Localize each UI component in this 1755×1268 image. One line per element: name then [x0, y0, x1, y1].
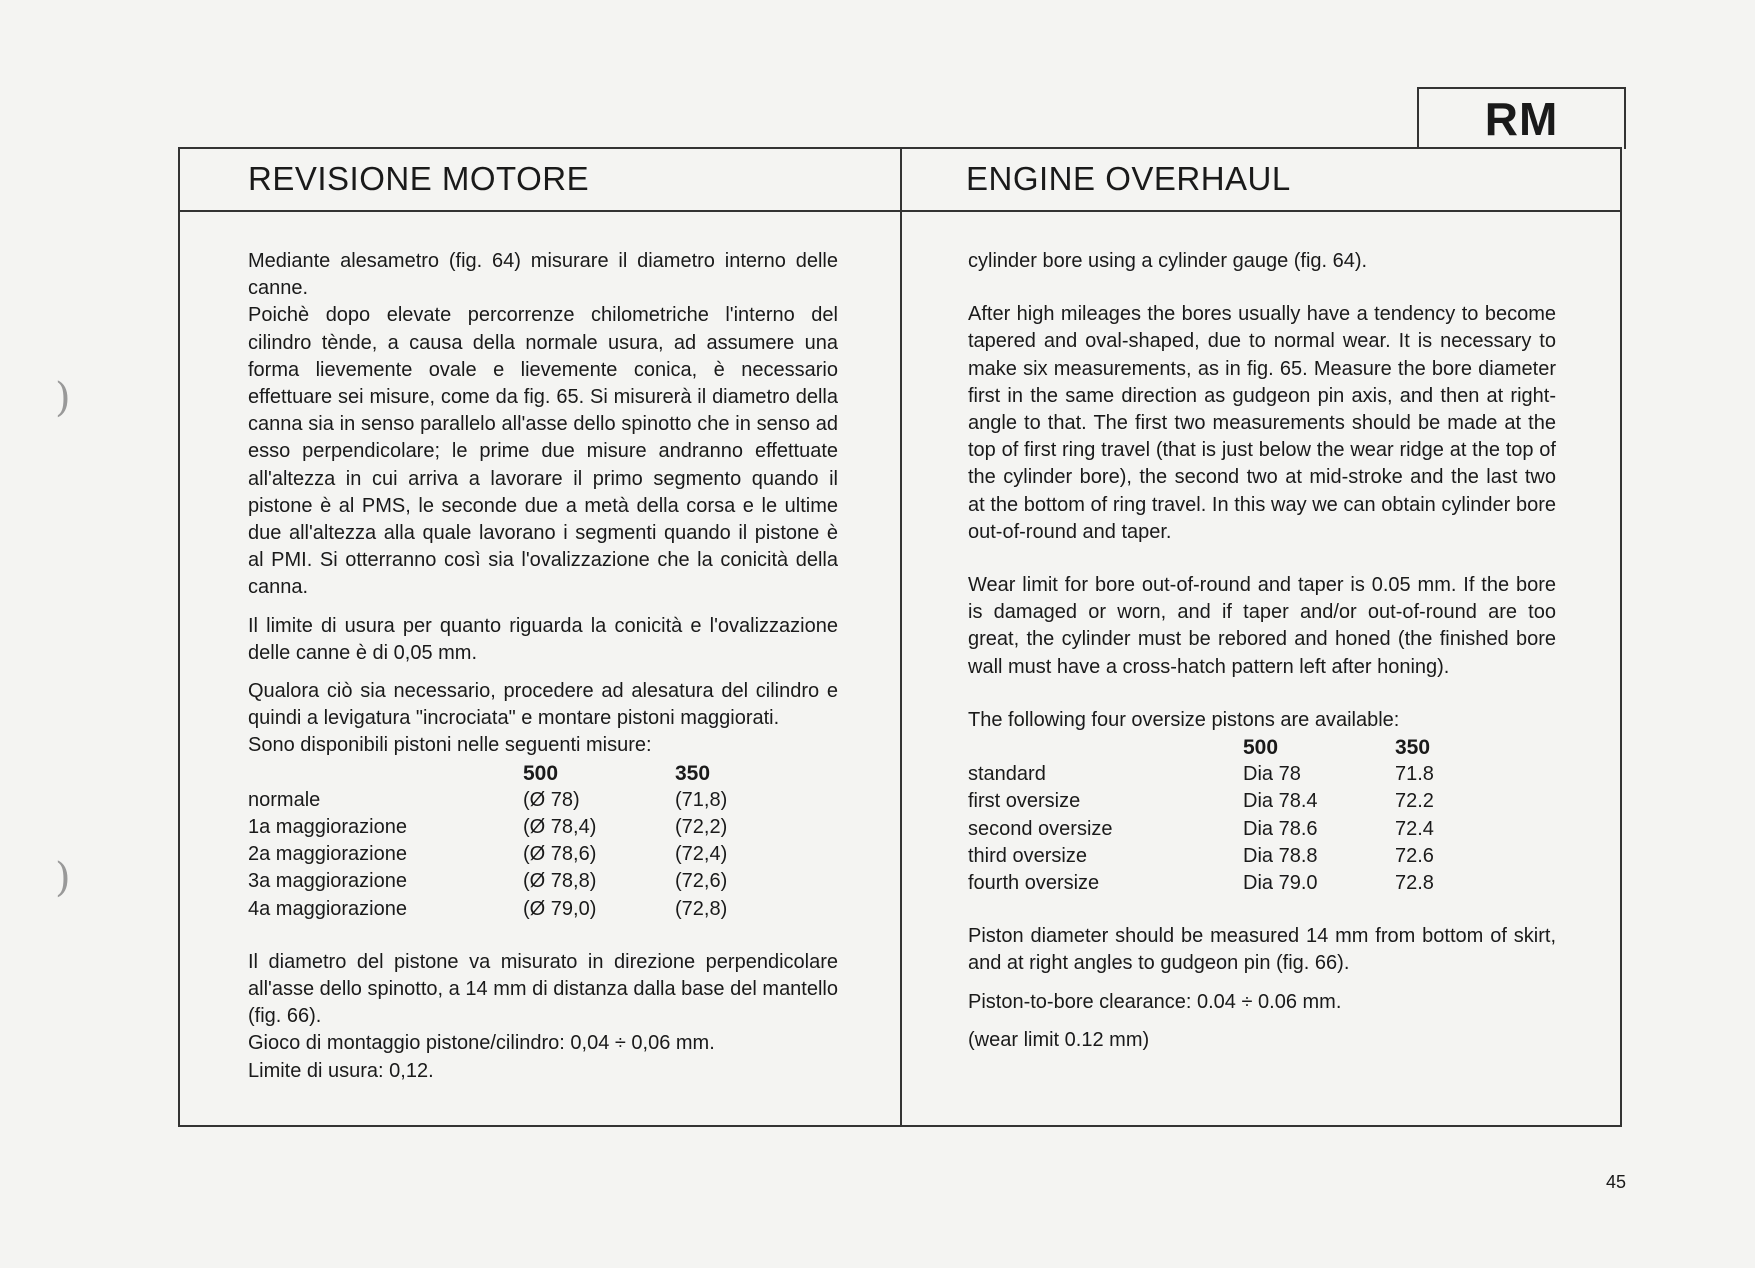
- right-paragraph-6: Piston-to-bore clearance: 0.04 ÷ 0.06 mm.: [968, 990, 1342, 1013]
- table-row: [968, 870, 1434, 897]
- table-header-cell: 500: [1243, 736, 1279, 760]
- table-cell: (71,8): [675, 788, 728, 811]
- table-cell: (Ø 78,8): [523, 870, 597, 893]
- table-header-cell: 350: [1395, 736, 1431, 760]
- column-divider: [900, 147, 902, 1127]
- table-header-row: [248, 760, 727, 787]
- table-row: [248, 896, 727, 923]
- section-code: RM: [1484, 93, 1559, 145]
- table-header-cell: [248, 760, 523, 787]
- right-paragraph-4: The following four oversize pistons are available:: [968, 708, 1400, 731]
- table-cell: Dia 79.0: [1243, 872, 1318, 895]
- table-cell: 72.4: [1395, 817, 1434, 840]
- table-cell: second oversize: [968, 817, 1113, 840]
- table-row: [248, 787, 727, 814]
- table-cell: normale: [248, 788, 321, 811]
- table-cell: 1a maggiorazione: [248, 816, 407, 839]
- left-piston-size-table: [248, 760, 727, 923]
- table-cell: (Ø 79,0): [523, 897, 597, 920]
- left-title: REVISIONE MOTORE: [248, 160, 590, 197]
- table-row: [248, 868, 727, 895]
- left-paragraph-6: Il diametro del pistone va misurato in direzione perpendicolare all'asse dello spinotto, a 14 mm di distanza dalla base del mantello (fig. 66).: [248, 950, 838, 1028]
- table-row: [968, 788, 1434, 815]
- table-cell: 3a maggiorazione: [248, 870, 407, 893]
- left-paragraph-5: Sono disponibili pistoni nelle seguenti misure:: [248, 734, 652, 757]
- table-cell: (72,6): [675, 870, 728, 893]
- table-cell: standard: [968, 763, 1046, 786]
- left-paragraph-2: Poichè dopo elevate percorrenze chilometriche l'interno del cilindro tènde, a causa della normale usura, ad assumere una forma lievemente ovale e lievemente conica, è necessario effettuare sei misure, come da fig. 65. Si misurerà il diametro della canna sia in senso parallelo all'asse dello spinotto che in senso ad esso perpendicolare; le prime due misure andranno effettuate all'altezza in cui arriva a lavorare il primo segmento quando il pistone è al PMS, le seconde due a metà della corsa e le ultime due all'altezza alla quale lavorano i segmenti quando il pistone è al PMI. Si otterranno così sia l'ovalizzazione che la conicità della canna.: [248, 304, 838, 599]
- table-header-cell: [968, 734, 1243, 761]
- table-cell: 72.6: [1395, 844, 1434, 867]
- right-piston-size-table: [968, 734, 1434, 897]
- right-paragraph-7: (wear limit 0.12 mm): [968, 1028, 1150, 1051]
- left-paragraph-4: Qualora ciò sia necessario, procedere ad alesatura del cilindro e quindi a levigatura "incrociata" e montare pistoni maggiorati.: [248, 680, 838, 730]
- table-header-row: [968, 734, 1434, 761]
- table-cell: (Ø 78,4): [523, 816, 597, 839]
- right-title: ENGINE OVERHAUL: [966, 160, 1291, 197]
- table-row: [248, 814, 727, 841]
- table-cell: (Ø 78,6): [523, 843, 597, 866]
- table-cell: (72,2): [675, 816, 728, 839]
- left-paragraph-3: Il limite di usura per quanto riguarda la conicità e l'ovalizzazione delle canne è di 0,05 mm.: [248, 614, 838, 664]
- table-cell: Dia 78.6: [1243, 817, 1318, 840]
- table-cell: fourth oversize: [968, 872, 1100, 895]
- table-cell: 2a maggiorazione: [248, 843, 407, 866]
- left-paragraph-1: Mediante alesametro (fig. 64) misurare il diametro interno delle canne.: [248, 250, 838, 300]
- table-cell: Dia 78.4: [1243, 790, 1318, 813]
- table-cell: (Ø 78): [523, 788, 580, 811]
- header-divider: [178, 210, 1622, 212]
- table-row: [968, 816, 1434, 843]
- right-paragraph-1: cylinder bore using a cylinder gauge (fig. 64).: [968, 250, 1368, 272]
- table-cell: first oversize: [968, 790, 1081, 813]
- table-cell: 72.2: [1395, 790, 1434, 813]
- table-cell: 4a maggiorazione: [248, 897, 407, 920]
- table-cell: 72.8: [1395, 872, 1434, 895]
- table-cell: third oversize: [968, 844, 1087, 867]
- table-row: [248, 841, 727, 868]
- binding-hole-mark-bottom: ): [55, 855, 71, 901]
- right-paragraph-3: Wear limit for bore out-of-round and taper is 0.05 mm. If the bore is damaged or worn, and if taper and/or out-of-round are too great, the cylinder must be rebored and honed (the finished bore wall must have a cross-hatch pattern left after honing).: [968, 574, 1556, 678]
- table-row: [968, 843, 1434, 870]
- left-paragraph-7: Gioco di montaggio pistone/cilindro: 0,04 ÷ 0,06 mm.: [248, 1032, 715, 1055]
- left-paragraph-8: Limite di usura: 0,12.: [248, 1059, 434, 1082]
- table-cell: Dia 78: [1243, 763, 1301, 786]
- table-cell: (72,4): [675, 843, 728, 866]
- table-header-cell: 350: [675, 761, 711, 785]
- table-cell: Dia 78.8: [1243, 844, 1318, 867]
- left-column: [248, 248, 838, 1085]
- table-cell: 71.8: [1395, 763, 1434, 786]
- right-paragraph-5: Piston diameter should be measured 14 mm from bottom of skirt, and at right angles to gudgeon pin (fig. 66).: [968, 925, 1556, 975]
- page-number: 45: [1606, 1172, 1627, 1192]
- binding-hole-mark-top: ): [55, 375, 71, 421]
- section-code-box: [1417, 87, 1626, 149]
- table-header-cell: 500: [523, 761, 559, 785]
- right-column: [968, 248, 1556, 1054]
- right-paragraph-2: After high mileages the bores usually have a tendency to become tapered and oval-shaped, due to normal wear. It is necessary to make six measurements, as in fig. 65. Measure the bore diameter first in the same direction as gudgeon pin axis, and then at right-angle to that. The first two measurements should be made at the top of first ring travel (that is just below the wear ridge at the top of the cylinder bore), the second two at mid-stroke and the last two at the bottom of ring travel. In this way we can obtain cylinder bore out-of-round and taper.: [968, 303, 1556, 543]
- table-row: [968, 761, 1434, 788]
- table-cell: (72,8): [675, 897, 728, 920]
